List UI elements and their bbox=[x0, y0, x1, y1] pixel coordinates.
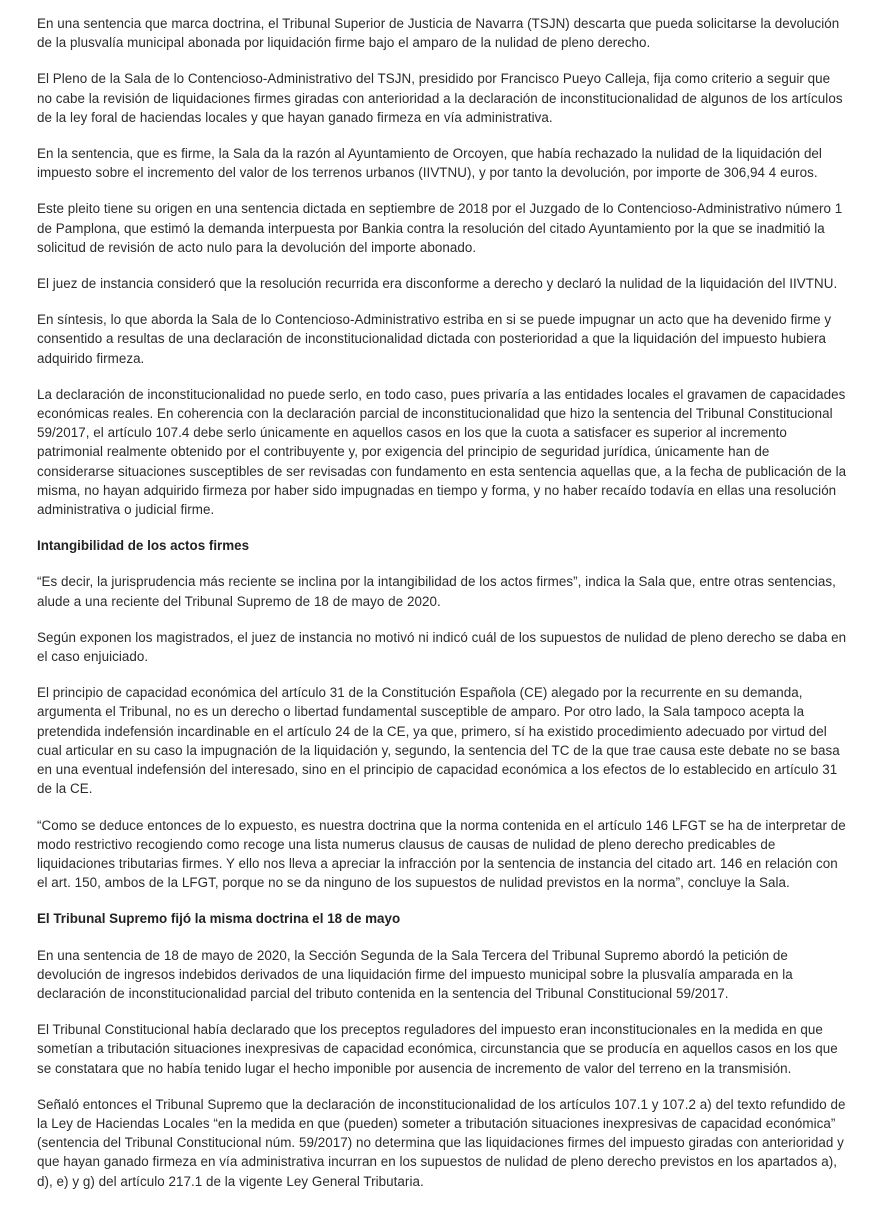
paragraph-senalo: Señaló entonces el Tribunal Supremo que la declaración de inconstitucionalidad de los artículos 107.1 y 107.2 a) del texto refundido de la Ley de Haciendas Locales “en la medida en que (pueden) someter a tributación situaciones inexpresivas de capacidad económica” (sentencia del Tribunal Constitucional núm. 59/2017) no determina que las liquidaciones firmes del impuesto giradas con anterioridad y que hayan ganado firmeza en vía administrativa incurran en los supuestos de nulidad de pleno derecho previstos en los apartados a), d), e) y g) del artículo 217.1 de la vigente Ley General Tributaria. bbox=[37, 1096, 846, 1189]
paragraph-magistrados: Según exponen los magistrados, el juez de instancia no motivó ni indicó cuál de los supuestos de nulidad de pleno derecho se daba en el caso enjuiciado. bbox=[37, 629, 847, 665]
article-body bbox=[37, 14, 847, 1208]
paragraph-juez: El juez de instancia consideró que la resolución recurrida era disconforme a derecho y declaró la nulidad de la liquidación del IIVTNU. bbox=[37, 276, 838, 292]
section-heading-intangibilidad: Intangibilidad de los actos firmes bbox=[37, 538, 250, 554]
paragraph-sintesis: En síntesis, lo que aborda la Sala de lo Contencioso-Administrativo estriba en si se puede impugnar un acto que ha devenido firme y consentido a resultas de una declaración de inconstitucionalidad dictada con posterioridad a que la liquidación del impuesto hubiera adquirido firmeza. bbox=[37, 312, 832, 366]
section-heading-supremo: El Tribunal Supremo fijó la misma doctrina el 18 de mayo bbox=[37, 911, 401, 927]
paragraph-declaracion: La declaración de inconstitucionalidad no puede serlo, en todo caso, pues privaría a las entidades locales el gravamen de capacidades económicas reales. En coherencia con la declaración parcial de inconstitucionalidad que hizo la sentencia del Tribunal Constitucional 59/2017, el artículo 107.4 debe serlo únicamente en aquellos casos en los que la cuota a satisfacer es superior al incremento patrimonial realmente obtenido por el contribuyente y, por exigencia del principio de seguridad jurídica, únicamente han de considerarse situaciones susceptibles de ser revisadas con fundamento en esta sentencia aquellas que, a la fecha de publicación de la misma, no hayan adquirido firmeza por haber sido impugnadas en tiempo y forma, y no haber recaído todavía en ellas una resolución administrativa o judicial firme. bbox=[37, 386, 847, 518]
paragraph-supremo-sentencia: En una sentencia de 18 de mayo de 2020, la Sección Segunda de la Sala Tercera del Tribunal Supremo abordó la petición de devolución de ingresos indebidos derivados de una liquidación firme del impuesto municipal sobre la plusvalía amparada en la declaración de inconstitucionalidad parcial del tributo contenida en la sentencia del Tribunal Constitucional 59/2017. bbox=[37, 947, 793, 1001]
paragraph-sentencia: En la sentencia, que es firme, la Sala da la razón al Ayuntamiento de Orcoyen, que había rechazado la nulidad de la liquidación del impuesto sobre el incremento del valor de los terrenos urbanos (IIVTNU), y por tanto la devolución, por importe de 306,94 4 euros. bbox=[37, 146, 822, 181]
paragraph-doctrina: “Como se deduce entonces de lo expuesto, es nuestra doctrina que la norma contenida en el artículo 146 LFGT se ha de interpretar de modo restrictivo recogiendo como recoge una lista numerus clausus de causas de nulidad de pleno derecho predicables de liquidaciones tributarias firmes. Y ello nos lleva a apreciar la infracción por la sentencia de instancia del citado art. 146 en relación con el art. 150, ambos de la LFGT, porque no se da ninguno de los supuestos de nulidad previstos en la norma”, concluye la Sala. bbox=[37, 817, 846, 891]
paragraph-origen: Este pleito tiene su origen en una sentencia dictada en septiembre de 2018 por el Juzgado de lo Contencioso-Administrativo número 1 de Pamplona, que estimó la demanda interpuesta por Bankia contra la resolución del citado Ayuntamiento por la que se inadmitió la solicitud de revisión de acto nulo para la devolución del importe abonado. bbox=[37, 201, 843, 255]
paragraph-pleno: El Pleno de la Sala de lo Contencioso-Administrativo del TSJN, presidido por Francisco Pueyo Calleja, fija como criterio a seguir que no cabe la revisión de liquidaciones firmes giradas con anterioridad a la declaración de inconstitucionalidad de algunos de los artículos de la ley foral de haciendas locales y que hayan ganado firmeza en vía administrativa. bbox=[37, 71, 843, 125]
paragraph-capacidad: El principio de capacidad económica del artículo 31 de la Constitución Española (CE) alegado por la recurrente en su demanda, argumenta el Tribunal, no es un derecho o libertad fundamental susceptible de amparo. Por otro lado, la Sala tampoco acepta la pretendida indefensión incardinable en el artículo 24 de la CE, ya que, primero, sí ha existido procedimiento adecuado por virtud del cual articular en su caso la impugnación de la liquidación y, segundo, la sentencia del TC de la que trae causa este debate no se basa en una eventual indefensión del interesado, sino en el principio de capacidad económica a los efectos de lo establecido en artículo 31 de la CE. bbox=[37, 685, 840, 797]
paragraph-intro: En una sentencia que marca doctrina, el Tribunal Superior de Justicia de Navarra (TSJN) descarta que pueda solicitarse la devolución de la plusvalía municipal abonada por liquidación firme bajo el amparo de la nulidad de pleno derecho. bbox=[37, 16, 840, 51]
paragraph-constitucional: El Tribunal Constitucional había declarado que los preceptos reguladores del impuesto eran inconstitucionales en la medida en que sometían a tributación situaciones inexpresivas de capacidad económica, circunstancia que se producía en aquellos casos en los que se constatara que no había tenido lugar el hecho imponible por ausencia de incremento de valor del terreno en la transmisión. bbox=[37, 1022, 838, 1076]
paragraph-jurisprudencia: “Es decir, la jurisprudencia más reciente se inclina por la intangibilidad de los actos firmes”, indica la Sala que, entre otras sentencias, alude a una reciente del Tribunal Supremo de 18 de mayo de 2020. bbox=[37, 574, 836, 609]
